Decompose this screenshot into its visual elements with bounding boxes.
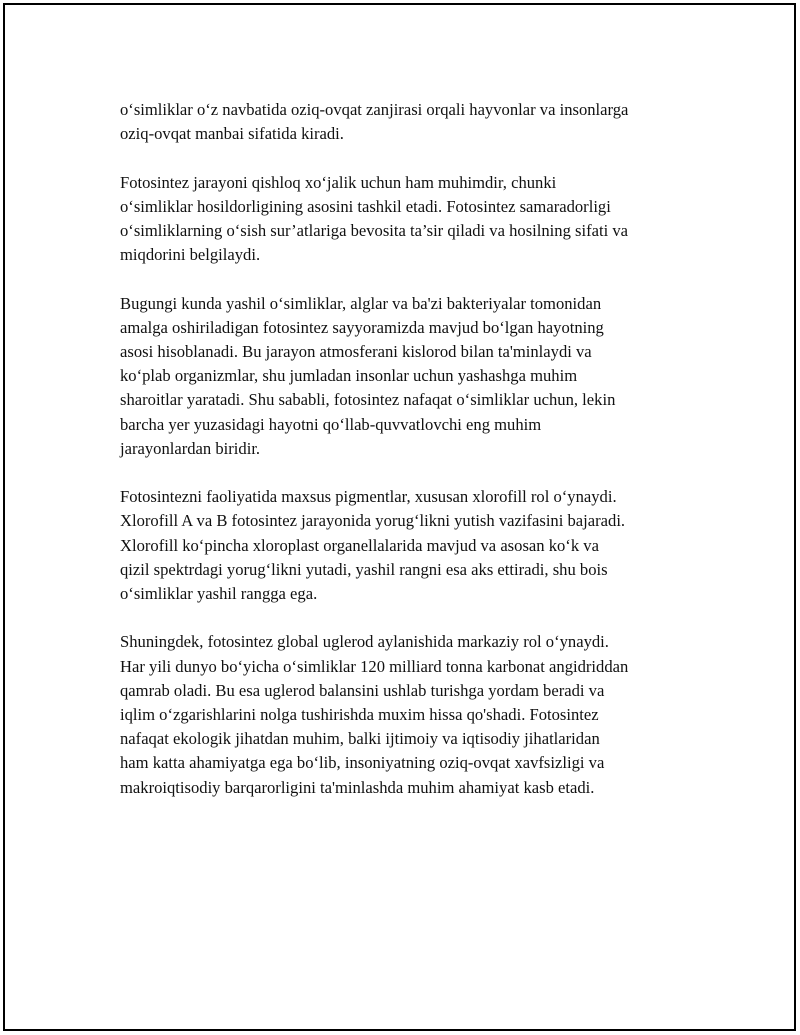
paragraph-4: Fotosintezni faoliyatida maxsus pigmentlar, xususan xlorofill rol o‘ynaydi. Xlorofill A va B fotosintez jarayonida yorug‘likni yutish vazifasini bajaradi. Xlorofill ko‘pincha xloroplast organellalarida mavjud va asosan ko‘k va qizil spektrdagi yorug‘likni yutadi, yashil rangni esa aks ettiradi, shu bois o‘simliklar yashil rangga ega.	[120, 487, 626, 604]
paragraph-1: o‘simliklar o‘z navbatida oziq-ovqat zanjirasi orqali hayvonlar va insonlarga oziq-ovqat manbai sifatida kiradi.	[120, 100, 629, 144]
paragraph-5: Shuningdek, fotosintez global uglerod aylanishida markaziy rol o‘ynaydi. Har yili dunyo bo‘yicha o‘simliklar 120 milliard tonna karbonat angidriddan qamrab oladi. Bu esa uglerod balansini ushlab turishga yordam beradi va iqlim o‘zgarishlarini nolga tushirishda muxim hissa qo'shadi. Fotosintez nafaqat ekologik jihatdan muhim, balki ijtimoiy va iqtisodiy jihatlaridan ham katta ahamiyatga ega bo‘lib, insoniyatning oziq-ovqat xavfsizligi va makroiqtisodiy barqarorligini ta'minlashda muhim ahamiyat kasb etadi.	[120, 632, 629, 797]
page-frame	[3, 3, 796, 1031]
paragraph-2: Fotosintez jarayoni qishloq xo‘jalik uchun ham muhimdir, chunki o‘simliklar hosildorligining asosini tashkil etadi. Fotosintez samaradorligi o‘simliklarning o‘sish sur’atlariga bevosita ta’sir qiladi va hosilning sifati va miqdorini belgilaydi.	[120, 172, 629, 265]
paragraph-3: Bugungi kunda yashil o‘simliklar, alglar va ba'zi bakteriyalar tomonidan amalga oshiriladigan fotosintez sayyoramizda mavjud bo‘lgan hayotning asosi hisoblanadi. Bu jarayon atmosferani kislorod bilan ta'minlaydi va ko‘plab organizmlar, shu jumladan insonlar uchun yashashga muhim sharoitlar yaratadi. Shu sababli, fotosintez nafaqat o‘simliklar uchun, lekin barcha yer yuzasidagi hayotni qo‘llab-quvvatlovchi eng muhim jarayonlardan biridir.	[120, 293, 616, 458]
document-body	[120, 98, 710, 824]
